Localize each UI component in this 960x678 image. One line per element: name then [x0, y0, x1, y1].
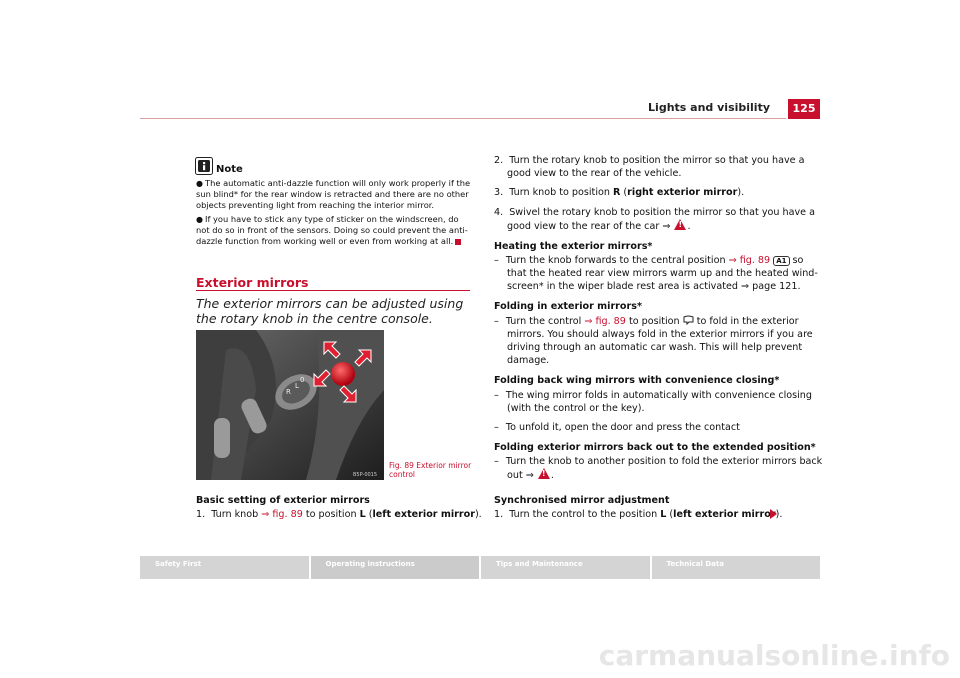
step-text: Turn the control to the position — [509, 509, 661, 520]
step-2-cont: good view to the rear of the vehicle. — [507, 168, 682, 179]
step-text: ( — [365, 509, 373, 520]
position-marker-a1: A1 — [773, 256, 789, 266]
item-text: The wing mirror folds in automatically with convenience closing — [505, 390, 812, 401]
position-name: left exterior mirror — [372, 509, 475, 520]
dash: – — [494, 390, 499, 401]
note-item-text: The automatic anti-dazzle function will only work properly if the sun blind* for the rear window is retracted and there are no other objects preventing light from reaching the interior mirror. — [196, 178, 471, 211]
item-text: to position — [625, 316, 683, 327]
folding-heading: Folding in exterior mirrors* — [494, 301, 642, 312]
section-heading: Exterior mirrors — [196, 275, 309, 290]
dash: – — [494, 255, 499, 266]
note-item-1 — [196, 178, 471, 212]
position-letter: L — [359, 509, 366, 520]
item-text: Turn the knob forwards to the central position — [505, 255, 729, 266]
warning-icon[interactable] — [674, 219, 686, 230]
position-letter: L — [660, 509, 667, 520]
figure-link[interactable]: ⇒ fig. 89 — [728, 255, 771, 266]
extended-line-2 — [507, 468, 554, 483]
step-text: to position — [302, 509, 360, 520]
header-rule — [140, 118, 786, 119]
caption-line: Fig. 89 Exterior mirror — [389, 461, 472, 470]
step-text: Turn knob to position — [509, 187, 613, 198]
item-text: To unfold it, open the door and press the contact — [505, 422, 740, 433]
bullet-icon: ● — [196, 179, 203, 188]
step-text: Turn the rotary knob to position the mirror so that you have a — [509, 155, 805, 166]
item-text: . — [550, 470, 554, 481]
page-number: 125 — [788, 99, 820, 119]
continue-arrow-icon[interactable] — [770, 509, 777, 519]
convenience-item-2 — [494, 421, 740, 435]
step-2 — [494, 154, 804, 168]
mirror-fold-icon — [683, 315, 694, 325]
sync-step-1 — [494, 508, 782, 522]
chapter-title: Lights and visibility — [648, 101, 770, 114]
mirror-control-figure — [196, 330, 384, 480]
footer-tab-operating[interactable]: Operating instructions — [311, 556, 482, 579]
heating-line-3: screen* in the wiper blade rest area is activated ⇒ page 121. — [507, 281, 801, 292]
extended-heading: Folding exterior mirrors back out to the extended position* — [494, 442, 816, 453]
note-item-2 — [196, 214, 471, 248]
basic-setting-heading: Basic setting of exterior mirrors — [196, 495, 370, 506]
position-name: right exterior mirror — [627, 187, 738, 198]
bullet-icon: ● — [196, 215, 203, 224]
note-label: Note — [216, 164, 243, 175]
step-text: Swivel the rotary knob to position the mirror so that you have a — [509, 207, 815, 218]
step-text: ( — [620, 187, 628, 198]
footer-tab-tips[interactable]: Tips and Maintenance — [481, 556, 652, 579]
knob-label-r: R — [286, 388, 291, 396]
knob-label-0: 0 — [300, 376, 305, 384]
item-text: out ⇒ — [507, 470, 534, 481]
item-text: Turn the control — [505, 316, 585, 327]
figure-code: B5P-0015 — [353, 472, 378, 478]
step-3 — [494, 186, 744, 200]
section-rule — [196, 290, 470, 291]
watermark — [0, 628, 960, 678]
folding-item — [494, 315, 799, 329]
dash: – — [494, 316, 499, 327]
footer-tab-technical[interactable]: Technical Data — [652, 556, 821, 579]
step-text: ( — [666, 509, 674, 520]
step-number: 3. — [494, 187, 504, 198]
note-icon — [195, 157, 213, 175]
basic-step-1 — [196, 508, 482, 522]
warning-icon[interactable] — [538, 468, 550, 479]
figure-link[interactable]: ⇒ fig. 89 — [261, 509, 303, 520]
step-text: ). — [737, 187, 745, 198]
step-number: 4. — [494, 207, 504, 218]
step-text: . — [687, 221, 691, 232]
section-intro: The exterior mirrors can be adjusted using the rotary knob in the centre console. — [196, 296, 464, 326]
sync-heading: Synchronised mirror adjustment — [494, 495, 670, 506]
heating-item — [494, 254, 803, 268]
heating-line-2: that the heated rear view mirrors warm up and the heated wind- — [507, 268, 818, 279]
step-number: 2. — [494, 155, 504, 166]
dash: – — [494, 456, 499, 467]
caption-line: control — [389, 470, 415, 479]
step-text: ). — [474, 509, 482, 520]
folding-line-4: damage. — [507, 355, 550, 366]
extended-item — [494, 455, 822, 469]
step-text: Turn knob — [211, 509, 262, 520]
folding-line-2: mirrors. You should always fold in the exterior mirrors if you are — [507, 329, 813, 340]
dash: – — [494, 422, 499, 433]
heating-heading: Heating the exterior mirrors* — [494, 241, 653, 252]
footer-tab-safety[interactable]: Safety First — [140, 556, 311, 579]
position-name: left exterior mirror — [673, 509, 776, 520]
footer-nav — [140, 556, 820, 579]
convenience-item-1 — [494, 389, 812, 403]
step-number: 1. — [196, 509, 206, 520]
end-of-section-icon — [455, 239, 461, 245]
item-text: to fold in the exterior — [693, 316, 799, 327]
note-item-text: If you have to stick any type of sticker on the windscreen, do not do so in front of the sensors. Doing so could prevent the anti-dazzle function from working well or even from working at all. — [196, 214, 468, 247]
mirror-control-illustration — [196, 330, 384, 480]
convenience-line-2: (with the control or the key). — [507, 403, 645, 414]
step-number: 1. — [494, 509, 504, 520]
step-4-cont — [507, 219, 691, 234]
knob-label-l: L — [295, 382, 299, 390]
position-letter: R — [612, 187, 621, 198]
watermark-text: carmanualsonline.info — [598, 639, 950, 672]
step-text: good view to the rear of the car ⇒ — [507, 221, 671, 232]
folding-line-3: driving through an automatic car wash. This will help prevent — [507, 342, 803, 353]
step-4 — [494, 206, 815, 220]
figure-link[interactable]: ⇒ fig. 89 — [584, 316, 626, 327]
figure-caption — [389, 461, 471, 479]
step-text: ). — [775, 509, 783, 520]
item-text: Turn the knob to another position to fold the exterior mirrors back — [505, 456, 823, 467]
convenience-heading: Folding back wing mirrors with convenience closing* — [494, 375, 780, 386]
item-text: so — [789, 255, 804, 266]
